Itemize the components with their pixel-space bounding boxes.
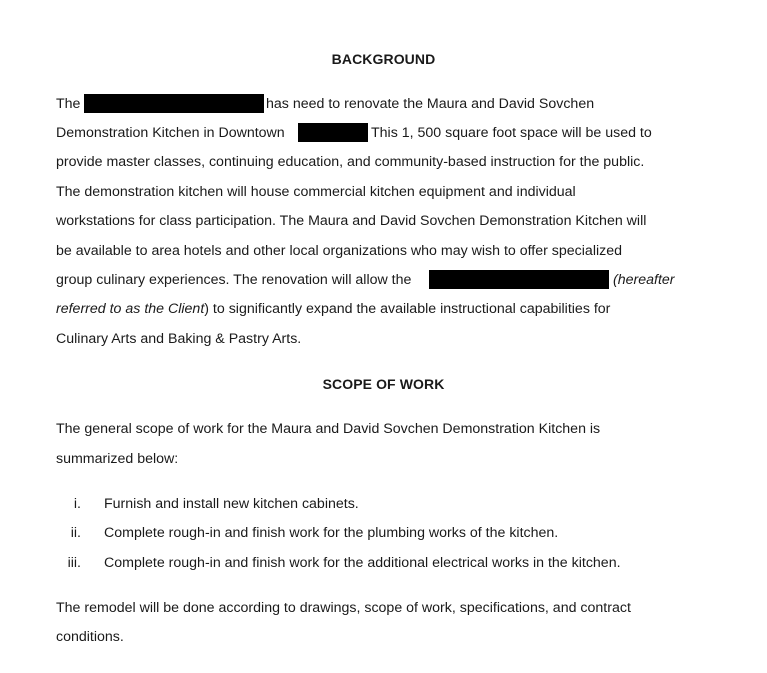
background-line-7 [56,270,411,290]
scope-intro-line-1: The general scope of work for the Maura and David Sovchen Demonstration Kitchen is [56,421,601,437]
scope-closing-line-1: The remodel will be done according to drawings, scope of work, specifications, and contract [56,600,631,616]
background-line-8 [56,299,610,319]
line-text: ) to significantly expand the available instructional capabilities for [204,301,611,317]
background-line-3: provide master classes, continuing education, and community-based instruction for the public. [56,154,645,170]
background-line-5: workstations for class participation. The Maura and David Sovchen Demonstration Kitchen will [56,213,647,229]
line-text: The [56,96,81,112]
list-item-number: iii. [67,555,81,571]
background-line-9: Culinary Arts and Baking & Pastry Arts. [56,331,302,347]
background-line-2-cont [371,123,652,143]
scope-closing-line-2: conditions. [56,629,124,645]
background-line-1-cont [266,94,594,114]
background-line-6: be available to area hotels and other local organizations who may wish to offer specialized [56,243,622,259]
list-item-number: i. [73,496,81,512]
list-item: Complete rough-in and finish work for the plumbing works of the kitchen. [104,525,559,541]
list-item: Complete rough-in and finish work for the additional electrical works in the kitchen. [104,555,621,571]
line-text: has need to renovate the Maura and David Sovchen [266,96,595,112]
background-line-2 [56,123,285,143]
line-text: (hereafter [613,272,675,288]
list-item: Furnish and install new kitchen cabinets. [104,496,359,512]
line-text: group culinary experiences. The renovation will allow the [56,272,412,288]
scope-intro-line-2: summarized below: [56,451,179,467]
line-text: This 1, 500 square foot space will be used to [371,125,652,141]
redaction-bar [298,123,368,142]
list-item-number: ii. [70,525,81,541]
line-text-italic: referred to as the Client [56,301,205,317]
background-line-4: The demonstration kitchen will house commercial kitchen equipment and individual [56,184,576,200]
redaction-bar [84,94,264,113]
background-heading: BACKGROUND [331,51,436,67]
redaction-bar [429,270,609,289]
background-line-1 [56,94,80,114]
line-text: Demonstration Kitchen in Downtown [56,125,285,141]
scope-heading: SCOPE OF WORK [322,376,445,392]
background-line-7-cont [613,270,675,290]
